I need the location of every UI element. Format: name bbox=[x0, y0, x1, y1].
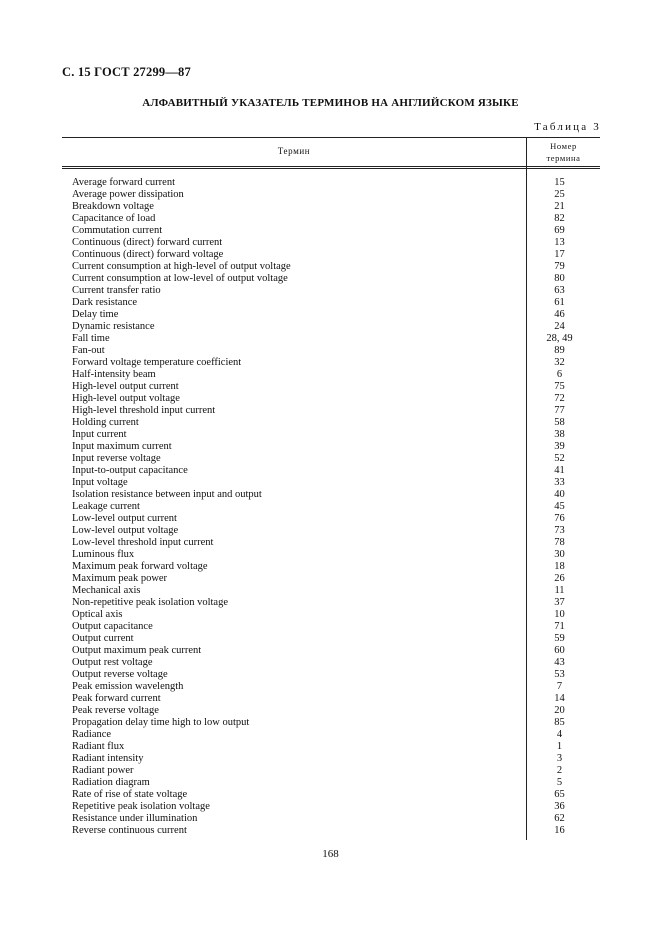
table-row bbox=[62, 405, 600, 417]
term-cell: Current consumption at low-level of output voltage bbox=[72, 273, 288, 284]
table-label: Таблица 3 bbox=[534, 121, 601, 133]
term-cell: Input voltage bbox=[72, 477, 128, 488]
table-row bbox=[62, 213, 600, 225]
table-row bbox=[62, 657, 600, 669]
table-row bbox=[62, 357, 600, 369]
term-number-cell: 28, 49 bbox=[546, 333, 573, 344]
term-cell: Peak forward current bbox=[72, 693, 161, 704]
term-cell: Luminous flux bbox=[72, 549, 135, 560]
column-header-number bbox=[527, 140, 600, 164]
table-top-rule bbox=[62, 137, 600, 138]
term-cell: Input current bbox=[72, 429, 127, 440]
table-row bbox=[62, 753, 600, 765]
term-cell: Radiant power bbox=[72, 765, 134, 776]
table-row bbox=[62, 477, 600, 489]
page-title: АЛФАВИТНЫЙ УКАЗАТЕЛЬ ТЕРМИНОВ НА АНГЛИЙСКОМ ЯЗЫКЕ bbox=[142, 97, 519, 109]
term-number-cell: 17 bbox=[554, 249, 565, 260]
term-number-cell: 43 bbox=[554, 657, 565, 668]
table-row bbox=[62, 177, 600, 189]
term-number-cell: 59 bbox=[554, 633, 565, 644]
term-cell: Dark resistance bbox=[72, 297, 138, 308]
term-number-cell: 4 bbox=[556, 729, 563, 740]
term-cell: Maximum peak forward voltage bbox=[72, 561, 208, 572]
term-cell: Low-level output voltage bbox=[72, 525, 179, 536]
term-number-cell: 20 bbox=[554, 705, 565, 716]
term-number-cell: 24 bbox=[554, 321, 565, 332]
table-row bbox=[62, 321, 600, 333]
term-cell: Repetitive peak isolation voltage bbox=[72, 801, 210, 812]
term-number-cell: 62 bbox=[554, 813, 565, 824]
table-row bbox=[62, 453, 600, 465]
term-cell: Continuous (direct) forward current bbox=[72, 237, 223, 248]
term-number-cell: 15 bbox=[554, 177, 565, 188]
term-number-cell: 36 bbox=[554, 801, 565, 812]
table-row bbox=[62, 561, 600, 573]
term-cell: Dynamic resistance bbox=[72, 321, 155, 332]
term-number-cell: 18 bbox=[554, 561, 565, 572]
table-row bbox=[62, 261, 600, 273]
term-cell: Commutation current bbox=[72, 225, 163, 236]
term-number-cell: 3 bbox=[556, 753, 563, 764]
term-cell: Maximum peak power bbox=[72, 573, 168, 584]
table-row bbox=[62, 609, 600, 621]
term-number-cell: 75 bbox=[554, 381, 565, 392]
term-number-cell: 85 bbox=[554, 717, 565, 728]
term-cell: Low-level output current bbox=[72, 513, 177, 524]
term-cell: Peak reverse voltage bbox=[72, 705, 159, 716]
term-cell: Mechanical axis bbox=[72, 585, 141, 596]
page-number: 168 bbox=[322, 848, 339, 860]
table-row bbox=[62, 681, 600, 693]
term-cell: Radiation diagram bbox=[72, 777, 150, 788]
term-number-cell: 10 bbox=[554, 609, 565, 620]
term-cell: Output current bbox=[72, 633, 134, 644]
term-number-cell: 82 bbox=[554, 213, 565, 224]
term-number-cell: 46 bbox=[554, 309, 565, 320]
term-cell: Non-repetitive peak isolation voltage bbox=[72, 597, 228, 608]
table-row bbox=[62, 237, 600, 249]
table-row bbox=[62, 705, 600, 717]
term-number-cell: 61 bbox=[554, 297, 565, 308]
term-cell: Radiant intensity bbox=[72, 753, 144, 764]
term-number-cell: 60 bbox=[554, 645, 565, 656]
term-number-cell: 26 bbox=[554, 573, 565, 584]
table-row bbox=[62, 441, 600, 453]
term-cell: Continuous (direct) forward voltage bbox=[72, 249, 224, 260]
term-number-cell: 89 bbox=[554, 345, 565, 356]
table-row bbox=[62, 729, 600, 741]
table-row bbox=[62, 537, 600, 549]
term-number-cell: 78 bbox=[554, 537, 565, 548]
term-number-cell: 6 bbox=[556, 369, 563, 380]
term-number-cell: 65 bbox=[554, 789, 565, 800]
header-rule-1 bbox=[62, 166, 600, 167]
term-cell: High-level threshold input current bbox=[72, 405, 216, 416]
term-number-cell: 16 bbox=[554, 825, 565, 836]
term-number-cell: 76 bbox=[554, 513, 565, 524]
term-number-cell: 71 bbox=[554, 621, 565, 632]
table-row bbox=[62, 741, 600, 753]
term-number-cell: 41 bbox=[554, 465, 565, 476]
term-cell: Input maximum current bbox=[72, 441, 172, 452]
term-number-cell: 40 bbox=[554, 489, 565, 500]
term-cell: Propagation delay time high to low output bbox=[72, 717, 250, 728]
table-row bbox=[62, 717, 600, 729]
term-cell: Reverse continuous current bbox=[72, 825, 187, 836]
term-number-cell: 77 bbox=[554, 405, 565, 416]
table-row bbox=[62, 777, 600, 789]
term-cell: Capacitance of load bbox=[72, 213, 156, 224]
table-row bbox=[62, 249, 600, 261]
term-number-cell: 32 bbox=[554, 357, 565, 368]
table-row bbox=[62, 189, 600, 201]
term-number-cell: 45 bbox=[554, 501, 565, 512]
term-cell: High-level output voltage bbox=[72, 393, 180, 404]
table-row bbox=[62, 825, 600, 837]
table-row bbox=[62, 465, 600, 477]
table-row bbox=[62, 381, 600, 393]
term-cell: Input-to-output capacitance bbox=[72, 465, 188, 476]
table-row bbox=[62, 201, 600, 213]
table-row bbox=[62, 417, 600, 429]
term-cell: Optical axis bbox=[72, 609, 123, 620]
table-row bbox=[62, 585, 600, 597]
table-row bbox=[62, 693, 600, 705]
term-number-cell: 79 bbox=[554, 261, 565, 272]
term-number-cell: 73 bbox=[554, 525, 565, 536]
table-row bbox=[62, 345, 600, 357]
term-number-cell: 63 bbox=[554, 285, 565, 296]
table-row bbox=[62, 801, 600, 813]
table-row bbox=[62, 309, 600, 321]
term-cell: Output rest voltage bbox=[72, 657, 153, 668]
table-row bbox=[62, 501, 600, 513]
page-header: С. 15 ГОСТ 27299—87 bbox=[62, 65, 191, 79]
term-number-cell: 25 bbox=[554, 189, 565, 200]
term-cell: Low-level threshold input current bbox=[72, 537, 214, 548]
term-cell: Breakdown voltage bbox=[72, 201, 154, 212]
term-number-cell: 72 bbox=[554, 393, 565, 404]
term-cell: Fall time bbox=[72, 333, 110, 344]
term-cell: Holding current bbox=[72, 417, 139, 428]
table-row bbox=[62, 645, 600, 657]
term-number-cell: 53 bbox=[554, 669, 565, 680]
term-number-cell: 5 bbox=[556, 777, 563, 788]
table-row bbox=[62, 225, 600, 237]
term-number-cell: 80 bbox=[554, 273, 565, 284]
table-body bbox=[62, 177, 600, 837]
table-row bbox=[62, 489, 600, 501]
term-cell: Fan-out bbox=[72, 345, 105, 356]
term-cell: Half-intensity beam bbox=[72, 369, 156, 380]
term-cell: Rate of rise of state voltage bbox=[72, 789, 188, 800]
term-number-cell: 39 bbox=[554, 441, 565, 452]
term-number-cell: 58 bbox=[554, 417, 565, 428]
table-row bbox=[62, 573, 600, 585]
table-row bbox=[62, 621, 600, 633]
table-row bbox=[62, 525, 600, 537]
term-cell: Delay time bbox=[72, 309, 119, 320]
term-number-cell: 21 bbox=[554, 201, 565, 212]
term-cell: Output capacitance bbox=[72, 621, 153, 632]
table-row bbox=[62, 429, 600, 441]
term-number-cell: 11 bbox=[554, 585, 565, 596]
table-row bbox=[62, 597, 600, 609]
column-header-number-line1: Номер bbox=[550, 141, 577, 151]
table-row bbox=[62, 333, 600, 345]
table-row bbox=[62, 273, 600, 285]
column-header-term: Термин bbox=[277, 146, 311, 156]
term-cell: Average forward current bbox=[72, 177, 175, 188]
table-row bbox=[62, 513, 600, 525]
column-header-number-line2: термина bbox=[546, 153, 581, 163]
term-cell: Radiance bbox=[72, 729, 112, 740]
term-cell: Average power dissipation bbox=[72, 189, 184, 200]
term-cell: High-level output current bbox=[72, 381, 179, 392]
term-cell: Current consumption at high-level of output voltage bbox=[72, 261, 291, 272]
term-cell: Leakage current bbox=[72, 501, 140, 512]
term-number-cell: 30 bbox=[554, 549, 565, 560]
table-row bbox=[62, 393, 600, 405]
term-cell: Radiant flux bbox=[72, 741, 125, 752]
header-rule-2 bbox=[62, 168, 600, 169]
table-row bbox=[62, 789, 600, 801]
term-number-cell: 7 bbox=[556, 681, 563, 692]
term-number-cell: 14 bbox=[554, 693, 565, 704]
term-cell: Current transfer ratio bbox=[72, 285, 161, 296]
term-number-cell: 1 bbox=[556, 741, 563, 752]
term-cell: Forward voltage temperature coefficient bbox=[72, 357, 242, 368]
term-cell: Peak emission wavelength bbox=[72, 681, 184, 692]
term-cell: Output maximum peak current bbox=[72, 645, 202, 656]
table-row bbox=[62, 813, 600, 825]
table-row bbox=[62, 549, 600, 561]
term-number-cell: 37 bbox=[554, 597, 565, 608]
term-number-cell: 69 bbox=[554, 225, 565, 236]
term-number-cell: 33 bbox=[554, 477, 565, 488]
term-number-cell: 2 bbox=[556, 765, 563, 776]
term-cell: Resistance under illumination bbox=[72, 813, 198, 824]
term-number-cell: 13 bbox=[554, 237, 565, 248]
term-cell: Isolation resistance between input and output bbox=[72, 489, 262, 500]
term-cell: Output reverse voltage bbox=[72, 669, 168, 680]
table-row bbox=[62, 297, 600, 309]
table-row bbox=[62, 765, 600, 777]
table-row bbox=[62, 369, 600, 381]
table-row bbox=[62, 285, 600, 297]
table-row bbox=[62, 633, 600, 645]
term-number-cell: 52 bbox=[554, 453, 565, 464]
term-number-cell: 38 bbox=[554, 429, 565, 440]
table-row bbox=[62, 669, 600, 681]
term-cell: Input reverse voltage bbox=[72, 453, 161, 464]
